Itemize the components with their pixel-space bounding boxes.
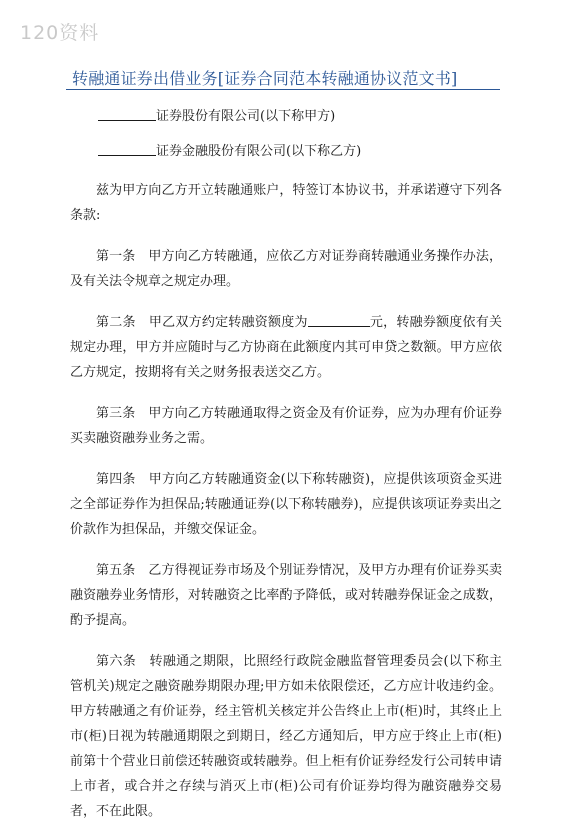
party-b-line — [70, 139, 502, 164]
article-6: 第六条 转融通之期限，比照经行政院金融监督管理委员会(以下称主管机关)规定之融资融券期限办理;甲方如未依限偿还，乙方应计收违约金。甲方转融通之有价证券，经主管机关核定并公告终止上市(柜)时，其终止上市(柜)日视为转融通期限之到期日，经乙方通知后，甲方应于终止上市(柜)前第十个营业日前偿还转融资或转融券。但上柜有价证券经发行公司转申请上市者，或合并之存续与消灭上市(柜)公司有价证券均得为融资融券交易者，不在此限。 — [70, 654, 502, 819]
party-a-text: 证券股份有限公司(以下称甲方) — [156, 109, 336, 124]
title-underline — [66, 89, 500, 90]
article-1: 第一条 甲方向乙方转融通，应依乙方对证券商转融通业务操作办法，及有关法令规章之规定办理。 — [70, 249, 502, 289]
article-2-rest: 元，转融券额度依有关规定办理，甲方并应随时与乙方协商在此额度内其可申贷之数额。甲方应依乙方规定，按期将有关之财务报表送交乙方。 — [70, 315, 502, 380]
article-3: 第三条 甲方向乙方转融通取得之资金及有价证券，应为办理有价证券买卖融资融券业务之需。 — [70, 406, 502, 446]
document-title: 转融通证券出借业务[证券合同范本转融通协议范文书] — [72, 69, 458, 88]
watermark: 120资料 — [20, 22, 100, 44]
article-4: 第四条 甲方向乙方转融通资金(以下称转融资)，应提供该项资金买进之全部证券作为担保品;转融通证券(以下称转融券)，应提供该项证券卖出之价款作为担保品，并缴交保证金。 — [70, 472, 502, 537]
article-2-lead: 第二条 甲乙双方约定转融资额度为 — [96, 315, 308, 330]
document-body — [70, 104, 502, 824]
party-b-blank — [98, 141, 156, 156]
article-5: 第五条 乙方得视证券市场及个别证券情况，及甲方办理有价证券买卖融资融券业务情形，对转融资之比率酌予降低，或对转融券保证金之成数，酌予提高。 — [70, 563, 502, 628]
party-b-text: 证券金融股份有限公司(以下称乙方) — [156, 144, 362, 159]
party-a-line — [70, 104, 502, 129]
party-a-blank — [98, 106, 156, 121]
article-2 — [70, 310, 502, 385]
intro-paragraph: 兹为甲方向乙方开立转融通账户，特签订本协议书，并承诺遵守下列各条款: — [70, 183, 502, 223]
credit-amount-blank — [308, 312, 370, 327]
